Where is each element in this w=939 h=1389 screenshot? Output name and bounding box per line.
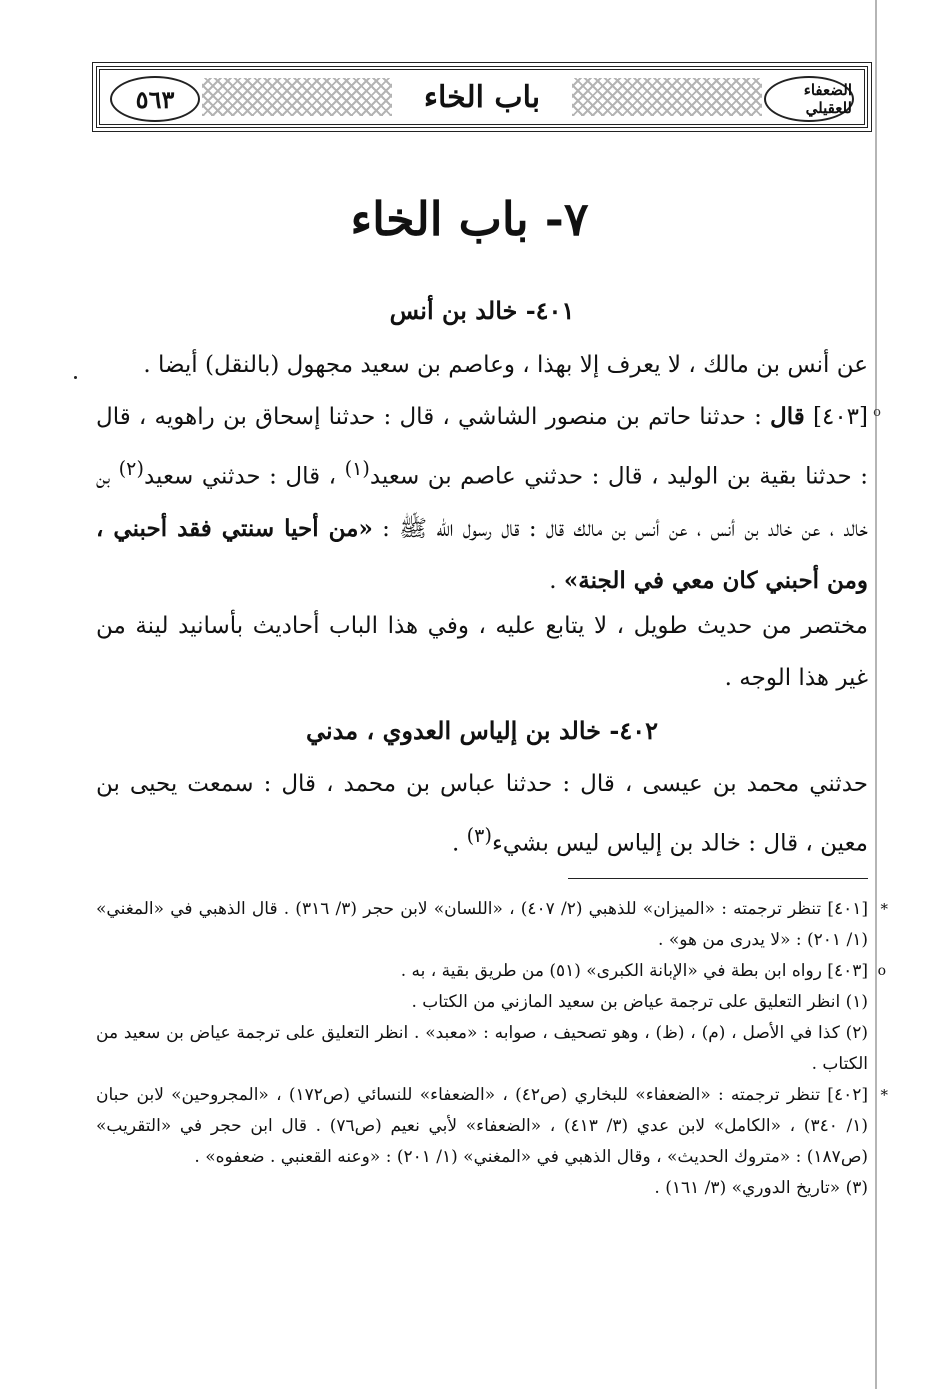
footnotes [96, 894, 888, 1204]
entry-heading-401: ٤٠١- خالد بن أنس [389, 296, 575, 325]
entry-403-end: . [549, 567, 564, 594]
entry-401-text: عن أنس بن مالك ، لا يعرف إلا بهذا ، وعاصم بن سعيد مجهول (بالنقل) أيضا . [143, 352, 868, 378]
footnote-text: (٣) «تاريخ الدوري» (٣/ ١٦١) . [654, 1178, 868, 1198]
footnote-ref-2: (٢) [118, 457, 144, 480]
footnote-403 [96, 956, 886, 987]
footnote-401 [96, 894, 888, 956]
footnote-ref-3: (٣) [466, 824, 492, 847]
footnote-rule [568, 878, 868, 879]
hollow-marker: o [873, 405, 881, 420]
entry-403-body-3: بن خالد ، عن خالد بن أنس ، عن أنس بن مالك قال : قال رسول الله ﷺ : [96, 463, 868, 542]
hadith-text: «من أحيا سنتي فقد أحبني ، ومن أحبني كان معي في الجنة» [96, 514, 868, 594]
footnote-1 [96, 987, 868, 1018]
entry-402-body: حدثني محمد بن عيسى ، قال : حدثنا عباس بن محمد ، قال : سمعت يحيى بن معين ، قال : خالد بن إلياس ليس بشيء [96, 771, 868, 857]
entry-403-body: : حدثنا حاتم بن منصور الشاشي ، قال : حدثنا إسحاق بن راهويه ، قال : حدثنا بقية بن الوليد ، قال : حدثني عاصم بن سعيد [96, 404, 868, 490]
page-number: ٥٦٣ [110, 76, 200, 122]
footnote-text: [٤٠٣] رواه ابن بطة في «الإبانة الكبرى» (٥١) من طريق بقية ، به . [400, 961, 868, 981]
entry-403-lead: قال [770, 403, 805, 430]
footnote-3 [96, 1173, 868, 1204]
footnote-text: (٢) كذا في الأصل ، (م) ، (ظ) ، وهو تصحيف ، صوابه : «معبد» . انظر التعليق على ترجمة عياض بن سعيد من الكتاب . [96, 1023, 868, 1074]
footnote-2 [96, 1018, 868, 1080]
hollow-marker: o [877, 963, 886, 979]
book-logo: الضعفاء للعقيلي [764, 76, 854, 122]
header-title: باب الخاء [423, 80, 541, 115]
entry-403-text [96, 391, 868, 607]
entry-402-text [96, 758, 868, 870]
entry-402-end: . [452, 830, 467, 857]
running-header [96, 66, 868, 128]
chapter-heading: ٧- باب الخاء [350, 192, 589, 246]
footnote-ref-1: (١) [344, 457, 370, 480]
footnote-402 [96, 1080, 888, 1173]
entry-403-id: [٤٠٣] [812, 404, 869, 430]
footnote-text: [٤٠٢] تنظر ترجمته : «الضعفاء» للبخاري (ص٤٢) ، «الضعفاء» للنسائي (ص١٧٢) ، «المجروحين» لابن حبان (١/ ٣٤٠) ، «الكامل» لابن عدي (٣/ ٤١٣) ، «الضعفاء» لأبي نعيم (ص٧٦) . قال ابن حجر في «التقريب» (ص١٨٧) : «متروك الحديث» ، وقال الذهبي في «المغني» (١/ ٢٠١) : «وعنه القعنبي . ضعفوه» . [96, 1085, 868, 1167]
asterisk-marker: * [880, 900, 888, 918]
entry-heading-402: ٤٠٢- خالد بن إلياس العدوي ، مدني [305, 716, 659, 745]
entry-403-body-2: ، قال : حدثني سعيد [143, 463, 345, 490]
asterisk-marker: * [880, 1086, 888, 1104]
footnote-text: [٤٠١] تنظر ترجمته : «الميزان» للذهبي (٢/ ٤٠٧) ، «اللسان» لابن حجر (٣/ ٣١٦) . قال الذهبي في «المغني» (١/ ٢٠١) : «لا يدرى من هو» . [96, 899, 869, 950]
footnote-text: (١) انظر التعليق على ترجمة عياض بن سعيد المازني من الكتاب . [411, 992, 868, 1012]
stray-mark [74, 376, 77, 379]
commentary-text: مختصر من حديث طويل ، لا يتابع عليه ، وفي هذا الباب أحاديث بأسانيد لينة من غير هذا الوجه . [96, 613, 868, 691]
